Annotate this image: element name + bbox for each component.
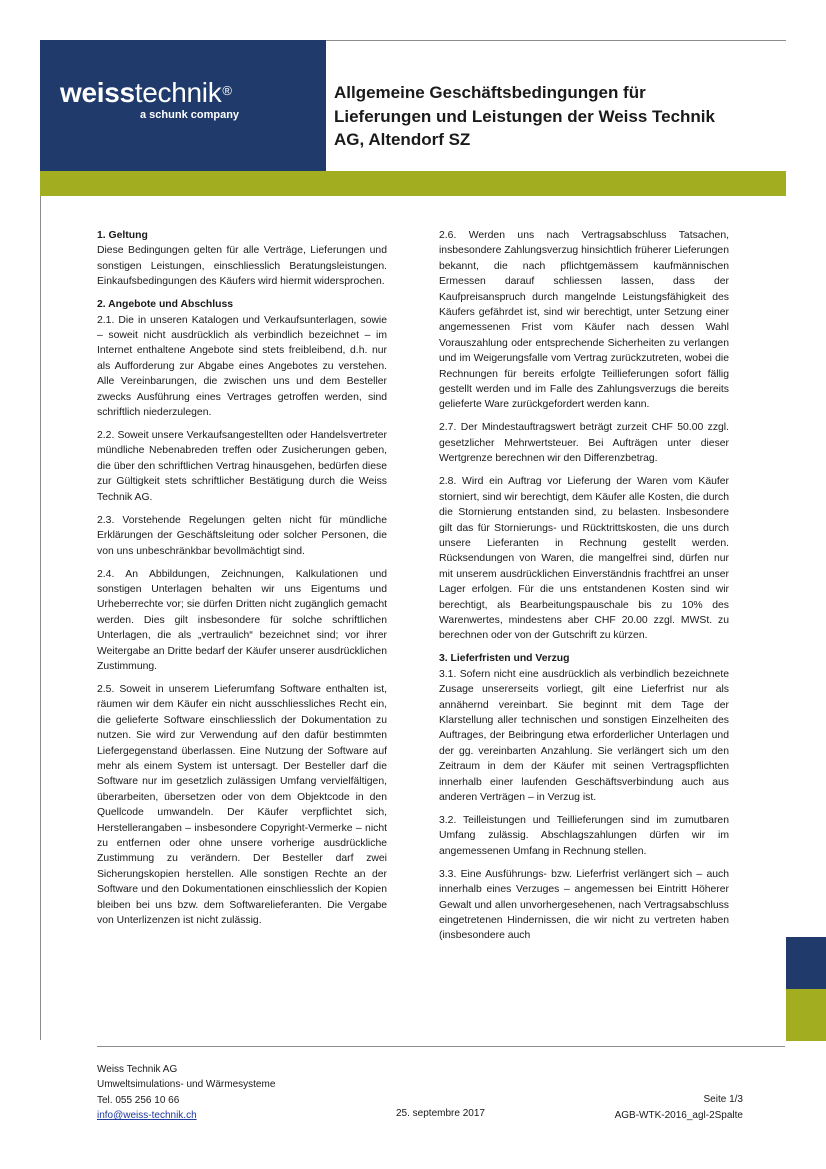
clause-paragraph: 3.3. Eine Ausführungs- bzw. Lieferfrist verlängert sich – auch innerhalb eines Verzuges – angemessen bei Eintritt Höherer Gewalt und allen unvorhergesehenen, nach Vertragsabschluss eingetretenen Hindernissen, die wir nicht zu vertreten haben (insbesondere auch [439,868,729,942]
section-heading: 3. Lieferfristen und Verzug [439,653,570,665]
footer-division: Umweltsimulations- und Wärmesysteme [97,1079,276,1091]
clause-paragraph: 2.8. Wird ein Auftrag vor Lieferung der Waren vom Käufer storniert, sind wir berechtigt, dem Käufer alle Kosten, die durch die Stornierung entstanden sind, zu belasten. Insbesondere gilt das für Stornierungs- und Rücktrittskosten, die uns durch unsere Lieferanten in Rechnung gestellt werden. Rücksendungen von Waren, die mangelfrei sind, dürfen nur mit unserem ausdrücklichen Einverständnis frachtfrei an unser Lager erfolgen. Für die uns entstandenen Kosten sind wir berechtigt, als Bearbeitungspauschale bis zu 10% des Warenwertes, mindestens aber CHF 20.00 zzgl. MWSt. zu berechnen oder von der Gutschrift zu kürzen. [439,476,729,642]
footer-company: Weiss Technik AG [97,1064,178,1075]
clause-paragraph: 2.7. Der Mindestauftragswert beträgt zurzeit CHF 50.00 zzgl. gesetzlicher Mehrwertsteuer. Bei Aufträgen unter dieser Wertgrenze berechnen wir den Differenzbetrag. [439,422,729,465]
footer-contact [97,1062,275,1123]
clause-paragraph: Diese Bedingungen gelten für alle Verträge, Lieferungen und sonstigen Leistungen, einschliesslich Beratungsleistungen. Einkaufsbedingungen des Käufers wird hiermit widersprochen. [97,245,387,288]
clause-paragraph: 2.1. Die in unseren Katalogen und Verkaufsunterlagen, sowie – soweit nicht ausdrücklich als verbindlich bezeichnet – im Internet enthaltene Angebote sind stets freibleibend, d.h. nur als Aufforderung zur Abgabe eines Angebotes zu verstehen. Alle Vereinbarungen, die zwischen uns und dem Besteller zwecks Ausführung eines Vertrages getroffen werden, sind schriftlich niederzulegen. [97,314,387,419]
section-heading: 2. Angebote und Abschluss [97,299,234,311]
header-accent-band [40,171,786,196]
page-number: Seite 1/3 [703,1094,743,1105]
clause-paragraph: 3.1. Sofern nicht eine ausdrücklich als verbindlich bezeichnete Zusage unsererseits vorliegt, gilt eine Lieferfrist nur als annähernd vereinbart. Sie beginnt mit dem Tage der Klarstellung aller technischen und sonstigen Einzelheiten des Auftrages, der Beibringung etwa erforderlicher Unterlagen und der gg. vereinbarten Anzahlung. Sie verlängert sich um den Zeitraum in dem der Käufer mit seinen Vertragspflichten innerhalb einer laufenden Geschäftsverbindung auch aus anderen Verträgen – in Verzug ist. [439,668,729,803]
footer-email-link[interactable]: info@weiss-technik.ch [97,1109,197,1121]
edge-tab-olive [786,989,826,1041]
right-column [439,228,729,951]
clause-paragraph: 2.3. Vorstehende Regelungen gelten nicht für mündliche Erklärungen der Geschäftsleitung oder solcher Personen, die von uns unbeschränkbar bevollmächtigt sind. [97,514,387,557]
section-heading: 1. Geltung [97,230,148,241]
clause-paragraph: 2.5. Soweit in unserem Lieferumfang Software enthalten ist, räumen wir dem Käufer ein nicht ausschliessliches Recht ein, die gelieferte Software einschliesslich der Dokumentation zu nutzen. Sie wird zur Verwendung auf den dafür bestimmten Liefergegenstand überlassen. Eine Nutzung der Software auf mehr als einem System ist untersagt. Der Besteller darf die Software nur im gesetzlich zulässigen Umfang vervielfältigen, überarbeiten, übersetzen oder von dem Objektcode in den Quellcode umwandeln. Der Käufer verpflichtet sich, Herstellerangaben – insbesondere Copyright-Vermerke – nicht zu entfernen oder ohne unsere vorherige ausdrückliche Zustimmung zu verändern. Der Besteller darf zwei Sicherungskopien herstellen. Alle sonstigen Rechte an der Software und den Dokumentationen einschliesslich der Kopien bleiben bei uns bzw. dem Softwarelieferanten. Die Vergabe von Unterlizenzen ist nicht zulässig. [97,683,387,927]
footer-page-info [615,1092,743,1124]
document-reference: AGB-WTK-2016_agl-2Spalte [614,1110,743,1121]
left-column [97,228,387,936]
footer-rule [97,1046,785,1047]
clause-paragraph: 2.6. Werden uns nach Vertragsabschluss Tatsachen, insbesondere Zahlungsverzug hinsichtlich früherer Lieferungen bekannt, die nach pflichtgemässem kaufmännischen Ermessen darauf schliessen lassen, dass der Kaufpreisanspruch durch mangelnde Leistungsfähigkeit des Käufers gefährdet ist, sind wir berechtigt, unter Setzung einer angemessenen Frist vom Käufer nach dessen Wahl Vorauszahlung oder entsprechende Sicherheiten zu verlangen und im Weigerungsfalle vom Vertrag zurückzutreten, wobei die Rechnungen für bereits erfolgte Teillieferungen sofort fällig gestellt werden und im Falle des Zahlungsverzugs die bereits gelieferte Ware zurückgefordert werden kann. [439,230,729,411]
weiss-technik-logo [60,79,232,107]
clause-paragraph: 2.4. An Abbildungen, Zeichnungen, Kalkulationen und sonstigen Unterlagen behalten wir uns Eigentums und Urheberrechte vor; sie dürfen Dritten nicht zugänglich gemacht werden. Dies gilt insbesondere für solche schriftlichen Unterlagen, die als „vertraulich“ bezeichnet sind; vor ihrer Weitergabe an Dritte bedarf der Käufer unserer ausdrücklichen Zustimmung. [97,568,387,672]
logo-tagline: a schunk company [140,109,240,121]
footer-date: 25. septembre 2017 [396,1108,485,1119]
registered-mark: ® [222,83,232,98]
clause-paragraph: 3.2. Teilleistungen und Teillieferungen sind im zumutbaren Umfang zulässig. Abschlagszahlungen dürfen wir im angemessenen Umfang in Rechnung stellen. [439,815,729,857]
clause-paragraph: 2.2. Soweit unsere Verkaufsangestellten oder Handelsvertreter mündliche Nebenabreden treffen oder Zusicherungen geben, die über den schriftlichen Vertrag hinausgehen, bedürfen diese zur Gültigkeit stets schriftlicher Bestätigung durch die Weiss Technik AG. [97,430,387,503]
logo-name-bold: weiss [60,77,135,108]
footer-phone: Tel. 055 256 10 66 [97,1094,180,1106]
document-title: Allgemeine Geschäftsbedingungen für Lieferungen und Leistungen der Weiss Technik AG, Altendorf SZ [334,83,715,149]
edge-tab-blue [786,937,826,989]
logo-name-light: technik [134,77,222,108]
